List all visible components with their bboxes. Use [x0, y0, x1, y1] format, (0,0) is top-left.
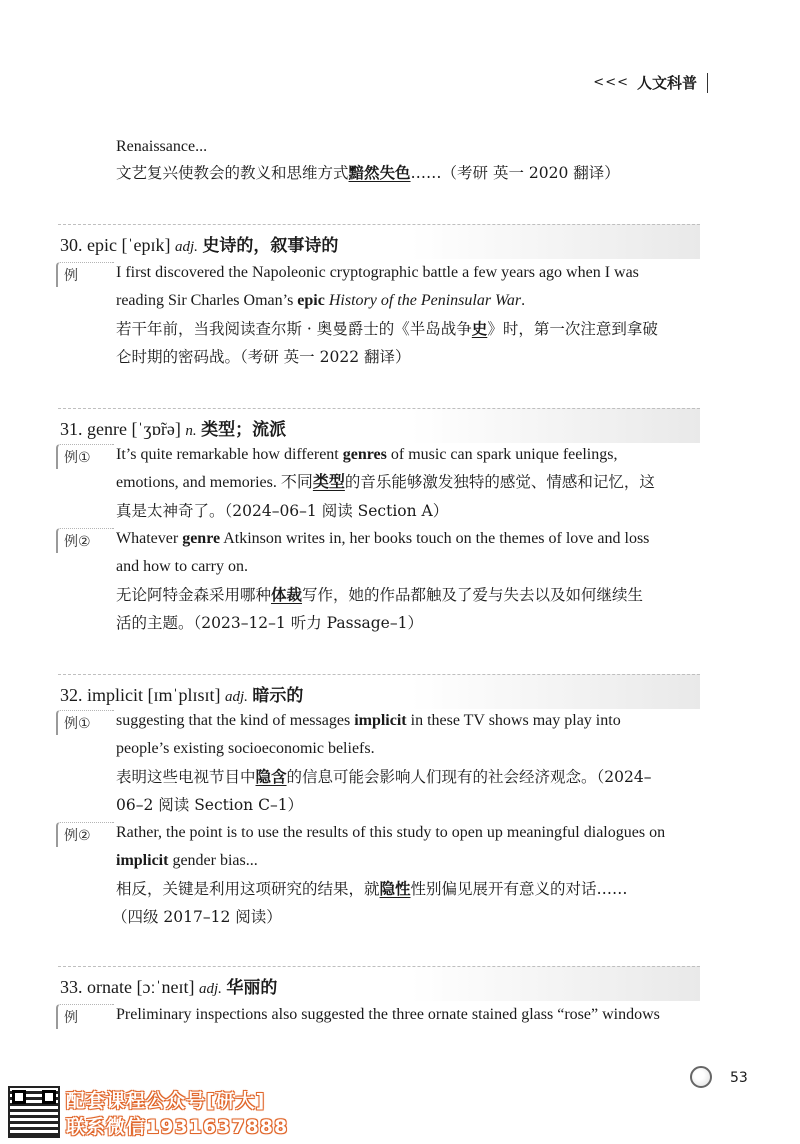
page-number-icon [690, 1066, 712, 1088]
intro-zh: 文艺复兴使教会的教义和思维方式黯然失色……（考研 英一 2020 翻译） [116, 163, 620, 182]
entry-ipa: [ˈʒɒ̃rə] [131, 419, 181, 439]
example-label: 例① [56, 710, 114, 735]
entry-pos: adj. [198, 981, 222, 997]
promo-line: 联系微信1931637888 [66, 1116, 289, 1138]
example-en-line: people’s existing socioeconomic beliefs. [116, 740, 375, 757]
entry-pos: n. [185, 423, 197, 439]
example-label: 例① [56, 444, 114, 469]
example-zh-line: 活的主题。（2023–12–1 听力 Passage–1） [116, 614, 423, 632]
entry-ipa: [ɪmˈplɪsɪt] [147, 685, 221, 705]
running-header [593, 72, 708, 93]
example-en-line: Preliminary inspections also suggested the three ornate stained glass “rose” windows [116, 1006, 660, 1023]
header-section-title: 人文科普 [636, 74, 697, 92]
example-en-line: Whatever genre Atkinson writes in, her books touch on the themes of love and loss [116, 530, 650, 547]
entry-meaning: 类型；流派 [201, 420, 287, 440]
example-label: 例 [56, 262, 114, 287]
example-zh-line: 相反，关键是利用这项研究的结果，就隐性性别偏见展开有意义的对话…… [116, 879, 628, 898]
example-zh-line: 仑时期的密码战。（考研 英一 2022 翻译） [116, 348, 411, 366]
example-en-line: I first discovered the Napoleonic cryptographic battle a few years ago when I was [116, 264, 639, 281]
example-zh-line: 若干年前，当我阅读查尔斯 · 奥曼爵士的《半岛战争史》时，第一次注意到拿破 [116, 319, 658, 338]
example-en-line: reading Sir Charles Oman’s epic History of the Peninsular War. [116, 292, 526, 309]
example-zh-line: 06–2 阅读 Section C–1） [116, 796, 304, 814]
example-zh-line: 真是太神奇了。（2024–06–1 阅读 Section A） [116, 502, 449, 520]
entry-meaning: 华丽的 [226, 978, 278, 998]
entry-heading-implicit [58, 674, 700, 709]
header-divider [707, 73, 708, 93]
entry-ipa: [ɔːˈneɪt] [136, 977, 195, 997]
page-number: 53 [730, 1070, 748, 1086]
entry-word: 30. epic [60, 235, 117, 255]
example-label: 例② [56, 528, 114, 553]
entry-word: 33. ornate [60, 977, 132, 997]
entry-meaning: 史诗的，叙事诗的 [202, 236, 339, 256]
example-zh-line: （四级 2017–12 阅读） [112, 908, 282, 926]
intro-en: Renaissance... [116, 138, 208, 155]
example-en-line: suggesting that the kind of messages implicit in these TV shows may play into [116, 712, 621, 729]
promo-line: 配套课程公众号[研大] [66, 1090, 266, 1112]
entry-pos: adj. [225, 689, 248, 705]
example-label: 例② [56, 822, 114, 847]
entry-heading-genre [58, 408, 700, 443]
header-arrows: <<< [593, 75, 629, 90]
entry-pos: adj. [174, 239, 198, 255]
example-en-line: Rather, the point is to use the results of this study to open up meaningful dialogues on [116, 824, 666, 841]
example-en-line: and how to carry on. [116, 558, 248, 575]
example-mixed-line: emotions, and memories. 不同类型的音乐能够激发独特的感觉、情感和记忆，这 [116, 474, 655, 491]
entry-word: 31. genre [60, 419, 127, 439]
entry-ipa: [ˈepɪk] [121, 235, 171, 255]
example-en-line: implicit gender bias... [116, 852, 258, 869]
entry-heading-ornate [58, 966, 700, 1001]
example-zh-line: 无论阿特金森采用哪种体裁写作，她的作品都触及了爱与失去以及如何继续生 [116, 585, 644, 604]
entry-word: 32. implicit [60, 685, 143, 705]
entry-meaning: 暗示的 [252, 686, 304, 706]
example-en-line: It’s quite remarkable how different genres of music can spark unique feelings, [116, 446, 618, 463]
example-zh-line: 表明这些电视节目中隐含的信息可能会影响人们现有的社会经济观念。（2024– [116, 767, 652, 786]
example-label: 例 [56, 1004, 114, 1029]
entry-heading-epic [58, 224, 700, 259]
qr-code-icon [8, 1086, 60, 1138]
